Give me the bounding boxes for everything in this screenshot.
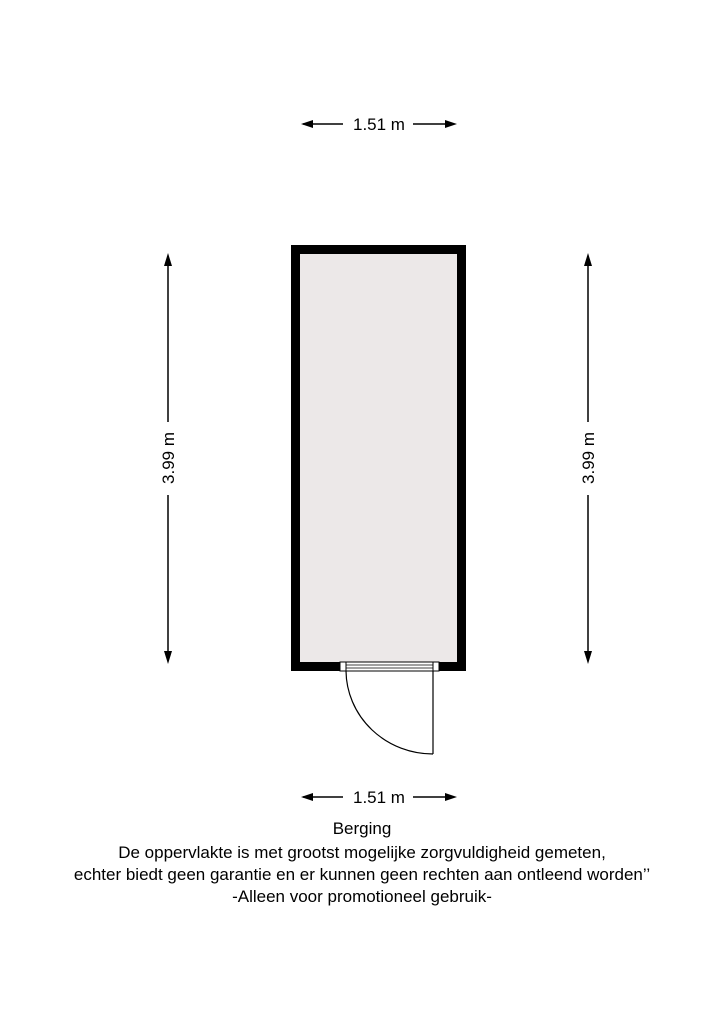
disclaimer-line-3: -Alleen voor promotioneel gebruik- xyxy=(232,887,492,906)
door-opening xyxy=(340,662,439,671)
disclaimer-line-1: De oppervlakte is met grootst mogelijke zorgvuldigheid gemeten, xyxy=(118,843,606,862)
disclaimer-line-2: echter biedt geen garantie en er kunnen geen rechten aan ontleend worden’’ xyxy=(73,865,651,884)
left-height-dimension xyxy=(159,253,178,664)
room-berging xyxy=(291,245,466,754)
top-width-dimension xyxy=(301,115,457,134)
room-floor xyxy=(300,254,457,662)
bottom-width-dimension xyxy=(301,788,457,807)
right-height-label: 3.99 m xyxy=(579,432,598,484)
door-swing-arc xyxy=(346,671,433,754)
bottom-width-label: 1.51 m xyxy=(353,788,405,807)
room-name: Berging xyxy=(332,819,392,838)
top-width-label: 1.51 m xyxy=(353,115,405,134)
left-height-label: 3.99 m xyxy=(159,432,178,484)
right-height-dimension xyxy=(579,253,598,664)
